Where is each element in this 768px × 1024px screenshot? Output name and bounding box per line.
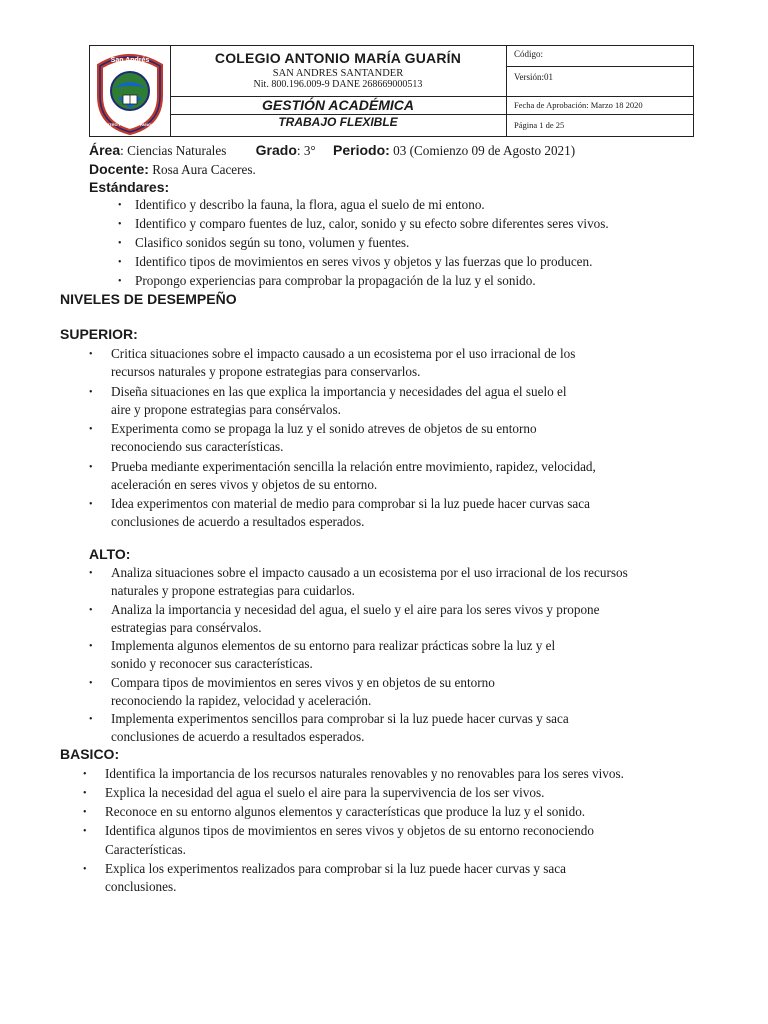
- list-item-text: Clasifico sonidos según su tono, volumen y fuentes.: [135, 235, 410, 250]
- bullet-icon: •: [83, 826, 87, 837]
- list-item-text: Identifica algunos tipos de movimientos en seres vivos y objetos de su entorno reconociendo: [105, 823, 594, 838]
- list-item-text: Implementa algunos elementos de su entorno para realizar prácticas sobre la luz y el: [111, 638, 556, 653]
- school-logo-cell: [90, 46, 171, 136]
- school-town: SAN ANDRES SANTANDER: [272, 68, 404, 79]
- list-item-text: Identifico y comparo fuentes de luz, calor, sonido y su efecto sobre diferentes seres vivos.: [135, 216, 609, 231]
- list-item-text: Reconoce en su entorno algunos elementos y características que produce la luz y el sonido.: [105, 804, 586, 819]
- list-item-text: recursos naturales y propone estrategias para conservarlos.: [111, 364, 421, 379]
- version-label: Versión:01: [514, 72, 553, 82]
- bullet-icon: •: [89, 461, 93, 473]
- list-item-text: conclusiones de acuerdo a resultados esperados.: [111, 514, 365, 529]
- list-item-text: Diseña situaciones en las que explica la importancia y necesidades del agua el suelo el: [111, 383, 567, 399]
- header-divider: [170, 114, 693, 115]
- bullet-icon: •: [89, 568, 93, 579]
- school-nit: Nit. 800.196.009-9 DANE 268669000513: [253, 79, 423, 90]
- area-label: Área: [89, 142, 121, 158]
- bullet-icon: •: [89, 349, 93, 360]
- logo-text-top: San Andrés: [110, 57, 150, 64]
- bullet-icon: •: [83, 807, 87, 818]
- pagina-label: Página 1 de 25: [514, 120, 565, 130]
- bullet-icon: •: [83, 863, 87, 875]
- bullet-icon: •: [118, 276, 122, 287]
- area-value: : Ciencias Naturales: [120, 143, 227, 158]
- alto-title: ALTO:: [89, 546, 131, 562]
- header-divider: [170, 96, 693, 97]
- bullet-icon: •: [89, 424, 93, 435]
- school-info-cell: [170, 46, 507, 96]
- bullet-icon: •: [89, 386, 93, 398]
- list-item-text: Analiza situaciones sobre el impacto causado a un ecosistema por el uso irracional de los recursos: [111, 565, 628, 580]
- list-item-text: Critica situaciones sobre el impacto causado a un ecosistema por el uso irracional de los: [111, 346, 576, 361]
- list-item-text: reconociendo sus características.: [111, 439, 284, 454]
- bullet-icon: •: [89, 641, 93, 652]
- estandares-line: [89, 179, 169, 196]
- list-item-text: conclusiones.: [105, 879, 177, 894]
- bullet-icon: •: [118, 219, 122, 230]
- logo-text-bottom: CENTRO POBLADO PANGOTE: [100, 122, 160, 127]
- bullet-icon: •: [89, 499, 93, 510]
- bullet-icon: •: [83, 788, 87, 799]
- list-item-text: Idea experimentos con material de medio para comprobar si la luz puede hacer curvas saca: [111, 496, 590, 511]
- list-item-text: Características.: [105, 841, 186, 857]
- bullet-icon: •: [89, 714, 93, 725]
- bullet-icon: •: [89, 604, 93, 616]
- niveles-title: NIVELES DE DESEMPEÑO: [60, 291, 237, 307]
- basico-title: BASICO:: [60, 746, 120, 762]
- fecha-cell: [507, 96, 693, 114]
- list-item-text: Experimenta como se propaga la luz y el sonido atreves de objetos de su entorno: [111, 421, 537, 436]
- estandares-label: Estándares:: [89, 179, 170, 195]
- grado-label: Grado: [255, 142, 297, 158]
- bullet-icon: •: [118, 200, 122, 211]
- header-divider: [507, 66, 693, 67]
- list-item-text: reconociendo la rapidez, velocidad y aceleración.: [111, 692, 372, 708]
- header-table: [89, 45, 694, 137]
- docente-value: Rosa Aura Caceres.: [148, 162, 256, 177]
- gestion-cell: [170, 96, 507, 114]
- list-item-text: aire y propone estrategias para consérvalos.: [111, 401, 341, 417]
- list-item-text: Identifico y describo la fauna, la flora, agua el suelo de mi entono.: [135, 197, 485, 212]
- list-item-text: sonido y reconocer sus características.: [111, 656, 313, 671]
- gestion-title: GESTIÓN ACADÉMICA: [262, 97, 414, 113]
- trabajo-cell: [170, 114, 507, 136]
- list-item-text: Compara tipos de movimientos en seres vivos y en objetos de su entorno: [111, 674, 495, 690]
- area-line: [89, 142, 575, 159]
- list-item-text: Analiza la importancia y necesidad del agua, el suelo y el aire para los seres vivos y propone: [111, 601, 600, 617]
- list-item-text: Identifica la importancia de los recursos naturales renovables y no renovables para los seres vivos.: [105, 766, 624, 781]
- docente-line: [89, 161, 256, 178]
- fecha-label: Fecha de Aprobación: Marzo 18 2020: [514, 100, 643, 110]
- list-item-text: Explica los experimentos realizados para comprobar si la luz puede hacer curvas y saca: [105, 860, 566, 876]
- list-item-text: estrategias para consérvalos.: [111, 619, 262, 635]
- bullet-icon: •: [83, 769, 87, 780]
- version-cell: [507, 66, 693, 96]
- codigo-cell: [507, 46, 693, 66]
- docente-label: Docente:: [89, 161, 149, 177]
- list-item-text: Prueba mediante experimentación sencilla la relación entre movimiento, rapidez, velocidad,: [111, 458, 596, 474]
- periodo-label: Periodo:: [333, 142, 390, 158]
- periodo-value: 03 (Comienzo 09 de Agosto 2021): [389, 143, 576, 158]
- grado-value: : 3°: [296, 143, 316, 158]
- list-item-text: Implementa experimentos sencillos para comprobar si la luz puede hacer curvas y saca: [111, 711, 569, 726]
- list-item-text: Explica la necesidad del agua el suelo el aire para la supervivencia de los ser vivos.: [105, 785, 545, 800]
- pagina-cell: [507, 114, 693, 136]
- list-item-text: conclusiones de acuerdo a resultados esperados.: [111, 729, 365, 744]
- bullet-icon: •: [118, 238, 122, 249]
- bullet-icon: •: [118, 257, 122, 268]
- trabajo-title: TRABAJO FLEXIBLE: [278, 115, 398, 129]
- list-item-text: aceleración en seres vivos y objetos de su entorno.: [111, 476, 378, 492]
- list-item-text: naturales y propone estrategias para cuidarlos.: [111, 583, 355, 598]
- codigo-label: Código:: [514, 49, 544, 59]
- list-item-text: Propongo experiencias para comprobar la propagación de la luz y el sonido.: [135, 273, 536, 288]
- school-name: COLEGIO ANTONIO MARÍA GUARÍN: [214, 50, 462, 66]
- superior-title: SUPERIOR:: [60, 326, 138, 342]
- list-item-text: Identifico tipos de movimientos en seres vivos y objetos y las fuerzas que lo producen.: [135, 254, 593, 269]
- school-logo: [90, 46, 170, 136]
- bullet-icon: •: [89, 677, 93, 689]
